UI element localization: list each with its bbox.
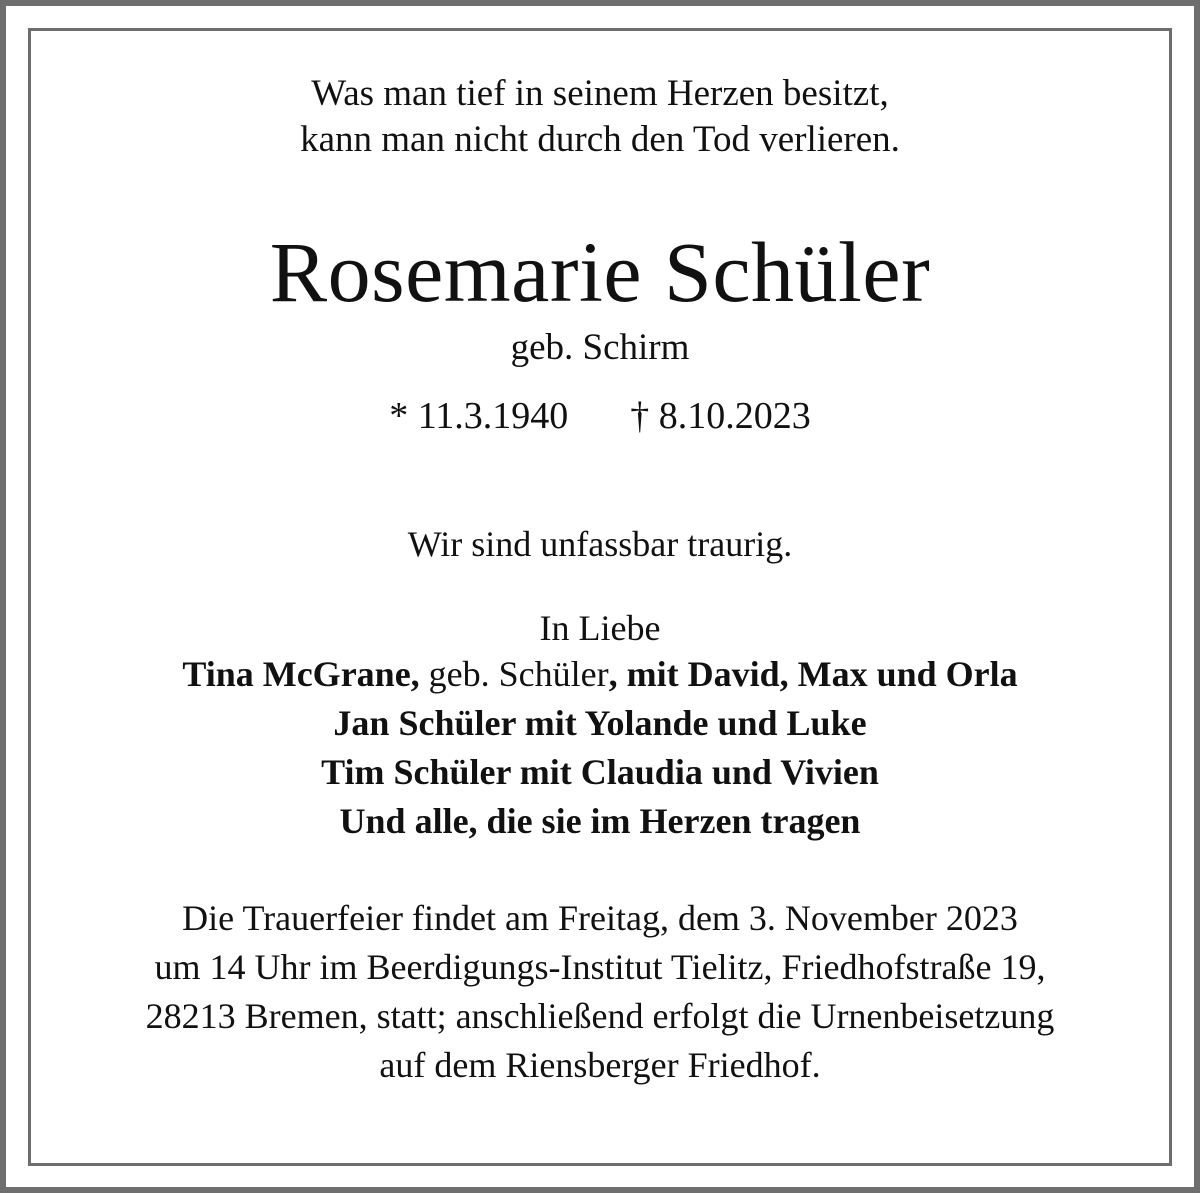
ceremony-line-2: um 14 Uhr im Beerdigungs-Institut Tielitz, Friedhofstraße 19, — [154, 947, 1046, 987]
mourner-line-4: Und alle, die sie im Herzen tragen — [339, 801, 861, 841]
ceremony-line-3: 28213 Bremen, statt; anschließend erfolgt die Urnenbeisetzung — [145, 996, 1055, 1036]
mourners-intro: In Liebe — [539, 608, 661, 648]
deceased-name: Rosemarie Schüler — [269, 224, 931, 320]
mourner-line-1 — [0, 652, 1200, 696]
sentiment-line: Wir sind unfassbar traurig. — [407, 524, 793, 564]
quote-line-1: Was man tief in seinem Herzen besitzt, — [311, 73, 889, 114]
ceremony-line-1: Die Trauerfeier findet am Freitag, dem 3. November 2023 — [182, 898, 1018, 938]
mourner-family: , mit David, Max und Orla — [608, 654, 1018, 694]
mourner-name: Tina McGrane, — [182, 654, 420, 694]
mourner-line-2: Jan Schüler mit Yolande und Luke — [333, 703, 867, 743]
mourner-line-3: Tim Schüler mit Claudia und Vivien — [321, 752, 879, 792]
ceremony-line-4: auf dem Riensberger Friedhof. — [379, 1045, 821, 1085]
death-date: † 8.10.2023 — [630, 395, 811, 437]
birth-date: * 11.3.1940 — [389, 395, 569, 437]
life-dates — [0, 394, 1200, 438]
maiden-name: geb. Schirm — [510, 327, 690, 368]
mourner-maiden: geb. Schüler — [419, 654, 609, 694]
quote-line-2: kann man nicht durch den Tod verlieren. — [300, 119, 900, 160]
